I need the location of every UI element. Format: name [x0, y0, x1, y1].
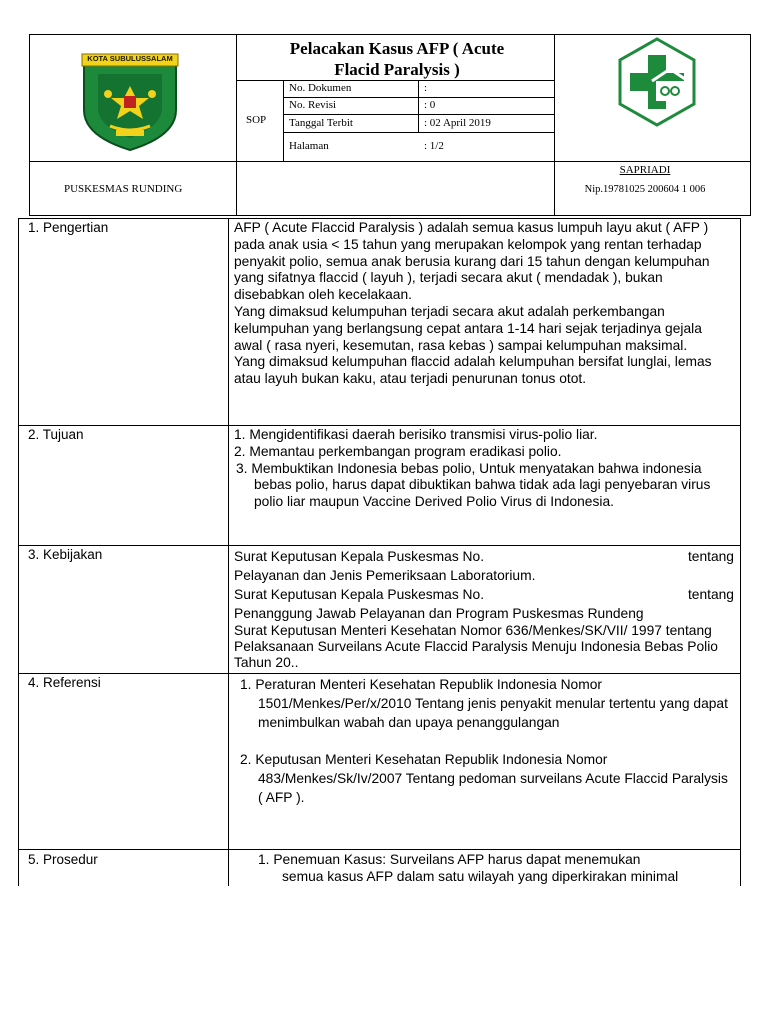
signer-name: SAPRIADI	[619, 164, 671, 176]
meta-label-tanggal: Tanggal Terbit	[289, 117, 353, 129]
body-col-divider	[228, 218, 229, 886]
kebijakan-line-3: Surat Keputusan Kepala Puskesmas No.	[234, 587, 485, 602]
body-row-line-2	[18, 545, 741, 546]
kebijakan-tentang-2: tentang	[687, 587, 734, 602]
kebijakan-line-1: Surat Keputusan Kepala Puskesmas No.	[234, 549, 485, 564]
title-line-1: Pelacakan Kasus AFP ( Acute	[289, 39, 505, 58]
puskesmas-name: PUSKESMAS RUNDING	[64, 183, 183, 195]
section-content-prosedur	[258, 852, 736, 885]
meta-value-revisi: : 0	[424, 99, 436, 111]
body-row-line-0	[18, 218, 741, 219]
pengertian-paragraph-1: AFP ( Acute Flaccid Paralysis ) adalah semua kasus lumpuh layu akut ( AFP ) pada anak usia < 15 tahun yang merupakan kelompok yang rentan terhadap penyakit polio, semua anak berusia kurang dari 15 tahun dengan kelumpuhan yang sifatnya flaccid ( layuh ), terjadi secara akut ( mendadak ), bukan disebabkan oleh kecelakaan.	[234, 220, 710, 303]
header-vdivider-right	[554, 34, 555, 216]
sop-label: SOP	[246, 114, 267, 126]
section-label-referensi: 4. Referensi	[28, 675, 101, 690]
header-vdivider-left	[236, 34, 237, 216]
meta-value-tanggal: : 02 April 2019	[424, 117, 491, 129]
body-border-right	[740, 218, 741, 886]
prosedur-line-2: semua kasus AFP dalam satu wilayah yang diperkirakan minimal	[282, 868, 679, 884]
section-label-prosedur: 5. Prosedur	[28, 852, 98, 867]
body-row-line-4	[18, 849, 741, 850]
meta-label-halaman: Halaman	[289, 140, 329, 152]
tujuan-item-1: 1. Mengidentifikasi daerah berisiko transmisi virus-polio liar.	[234, 427, 598, 442]
section-label-pengertian: 1. Pengertian	[28, 220, 109, 235]
section-content-tujuan	[234, 427, 734, 511]
section-label-kebijakan: 3. Kebijakan	[28, 547, 103, 562]
kebijakan-line-4: Penanggung Jawab Pelayanan dan Program Puskesmas Rundeng	[234, 606, 644, 621]
pengertian-paragraph-3: Yang dimaksud kelumpuhan flaccid adalah kelumpuhan bersifat lunglai, lemas atau layuh bukan kaku, atau terjadi penurunan tonus otot.	[234, 354, 712, 387]
body-row-line-3	[18, 673, 741, 674]
section-content-pengertian	[234, 220, 734, 388]
section-label-tujuan: 2. Tujuan	[28, 427, 84, 442]
body-border-left	[18, 218, 19, 886]
referensi-item-2: 2. Keputusan Menteri Kesehatan Republik Indonesia Nomor 483/Menkes/Sk/Iv/2007 Tentang pedoman surveilans Acute Flaccid Paralysis ( AFP ).	[240, 752, 728, 805]
kebijakan-line-5: Surat Keputusan Menteri Kesehatan Nomor 636/Menkes/SK/VII/ 1997 tentang Pelaksanaan Surveilans Acute Flaccid Paralysis Menuju Indonesia Bebas Polio Tahun 20..	[234, 623, 718, 670]
puskesmas-logo	[612, 37, 702, 127]
section-content-referensi	[238, 675, 732, 807]
referensi-item-1: 1. Peraturan Menteri Kesehatan Republik Indonesia Nomor 1501/Menkes/Per/x/2010 Tentang jenis penyakit menular tertentu yang dapat menimbulkan wabah dan upaya penanggulangan	[240, 677, 728, 730]
meta-label-revisi: No. Revisi	[289, 99, 337, 111]
logo-banner-text: KOTA SUBULUSSALAM	[87, 54, 173, 63]
tujuan-item-2: 2. Memantau perkembangan program eradikasi polio.	[234, 443, 562, 459]
kebijakan-tentang-1: tentang	[687, 549, 734, 564]
sop-divider	[283, 80, 284, 161]
prosedur-line-1: 1. Penemuan Kasus: Surveilans AFP harus dapat menemukan	[258, 852, 641, 867]
meta-value-dokumen: :	[424, 82, 428, 94]
meta-value-halaman: : 1/2	[424, 140, 444, 152]
tujuan-item-3: 3. Membuktikan Indonesia bebas polio, Untuk menyatakan bahwa indonesia bebas polio, harus dapat dibuktikan bahwa tidak ada lagi penyebaran virus polio liar maupun Vaccine Derived Polio Virus di Indonesia.	[236, 460, 711, 510]
kebijakan-line-2: Pelayanan dan Jenis Pemeriksaan Laboratorium.	[234, 568, 536, 583]
pengertian-paragraph-2: Yang dimaksud kelumpuhan terjadi secara akut adalah perkembangan kelumpuhan yang berlangsung cepat antara 1-14 hari sejak terjadinya gejala awal ( rasa nyeri, kesemutan, rasa kebas ) sampai kelumpuhan maksimal.	[234, 303, 702, 353]
city-emblem-logo	[78, 52, 182, 152]
body-row-line-1	[18, 425, 741, 426]
header-hdivider	[29, 161, 751, 162]
title-line-2: Flacid Paralysis )	[334, 60, 460, 79]
meta-label-dokumen: No. Dokumen	[289, 82, 352, 94]
section-content-kebijakan	[234, 547, 734, 671]
meta-col-divider	[418, 80, 419, 132]
meta-line-3	[283, 132, 554, 133]
signer-nip: Nip.19781025 200604 1 006	[584, 184, 706, 195]
document-title	[240, 38, 554, 80]
